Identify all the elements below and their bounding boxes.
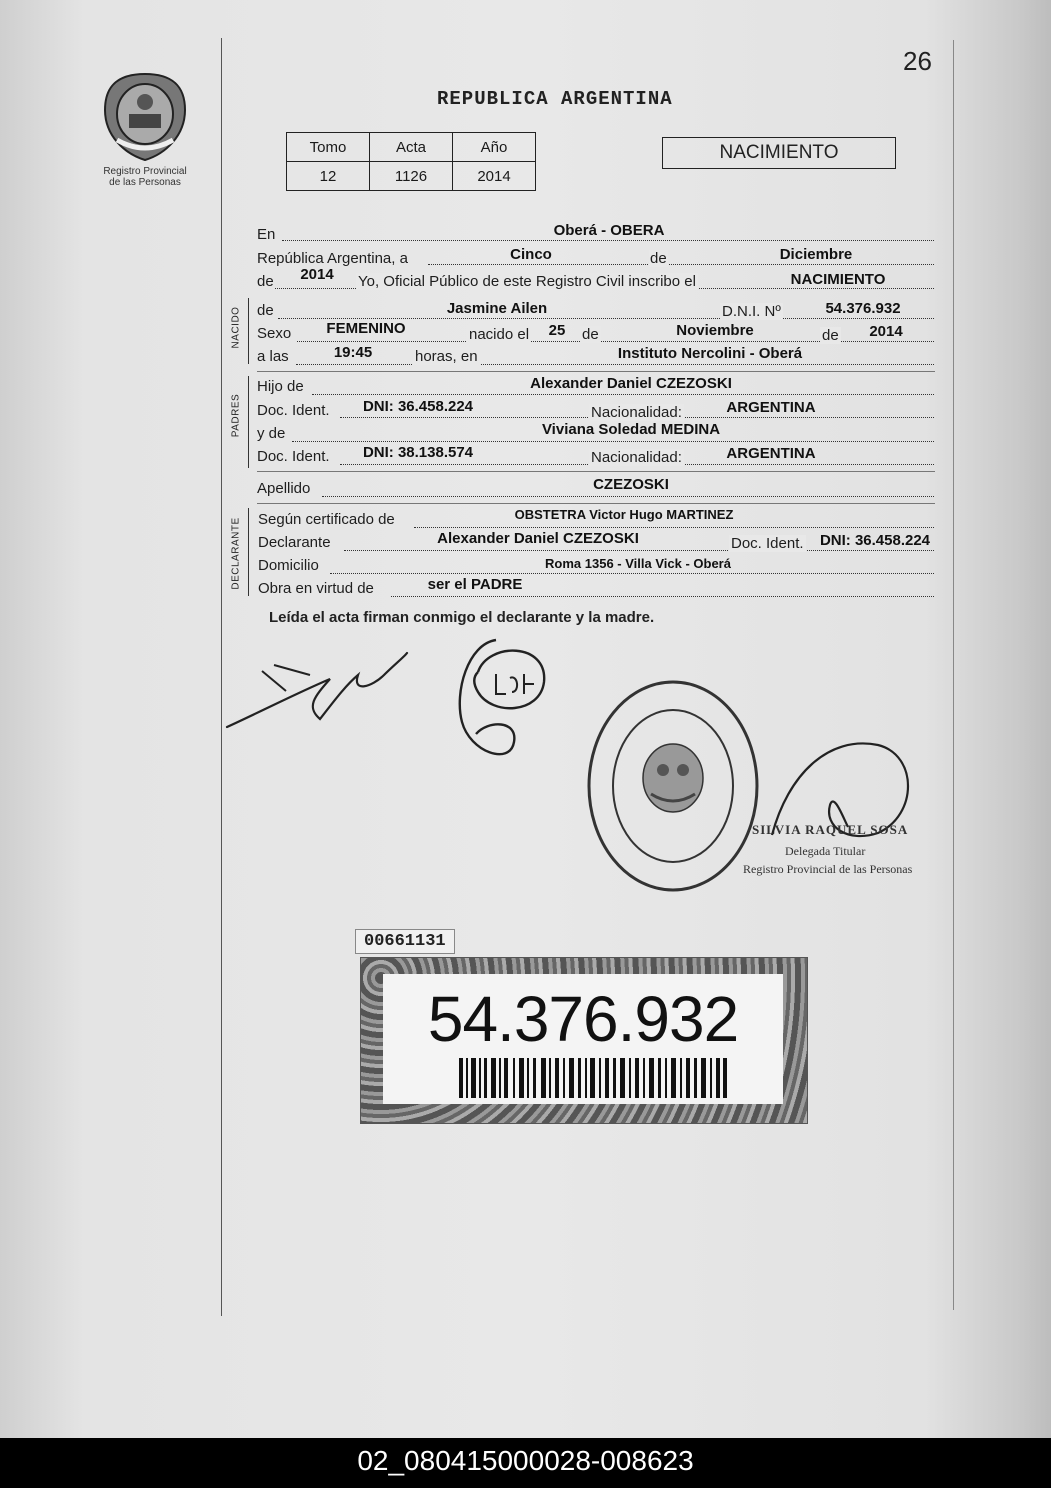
declarante-doc-value: DNI: 36.458.224 <box>819 532 931 549</box>
domicilio-label: Domicilio <box>258 557 319 574</box>
field-line <box>322 496 934 497</box>
cert-label: Según certificado de <box>258 511 395 528</box>
father-doc-value: DNI: 36.458.224 <box>362 398 474 415</box>
table-cell: 1126 <box>370 162 453 191</box>
field-line <box>292 441 934 442</box>
birth-place-value: Instituto Nercolini - Oberá <box>617 345 803 362</box>
record-type: NACIMIENTO <box>719 142 839 163</box>
scan-footer-bar <box>0 1438 1051 1488</box>
en-label: En <box>257 226 276 243</box>
section-label-declarante: DECLARANTE <box>230 517 242 590</box>
statement-text: Yo, Oficial Público de este Registro Civil inscribo el <box>358 273 696 290</box>
obra-label: Obra en virtud de <box>258 580 374 597</box>
de-label: de <box>822 327 839 344</box>
field-line <box>278 318 934 319</box>
declarant-signature-icon <box>222 645 417 735</box>
record-table <box>286 132 536 191</box>
mother-nationality-value: ARGENTINA <box>726 445 816 462</box>
logo-caption-line2: de las Personas <box>109 177 181 188</box>
record-value: NACIMIENTO <box>790 271 886 288</box>
doc-ident-label: Doc. Ident. <box>257 402 330 419</box>
section-divider <box>257 503 935 504</box>
page-number: 26 <box>903 46 932 76</box>
page-title: REPUBLICA ARGENTINA <box>437 88 673 110</box>
cert-value: OBSTETRA Victor Hugo MARTINEZ <box>514 507 734 522</box>
section-label-nacido: NACIDO <box>230 306 242 349</box>
declarante-value: Alexander Daniel CZEZOSKI <box>437 530 639 547</box>
official-seal-icon <box>583 676 763 896</box>
apellido-label: Apellido <box>257 480 311 497</box>
month-value: Diciembre <box>779 246 853 263</box>
coat-of-arms-icon <box>95 70 195 165</box>
hijo-label: Hijo de <box>257 378 304 395</box>
section-bracket <box>248 298 249 364</box>
field-line <box>296 364 934 365</box>
official-org: Registro Provincial de las Personas <box>743 862 913 876</box>
section-bracket <box>248 508 249 596</box>
mother-name-value: Viviana Soledad MEDINA <box>541 421 721 438</box>
table-header: Acta <box>370 133 453 162</box>
father-nationality-value: ARGENTINA <box>726 399 816 416</box>
table-cell: 2014 <box>453 162 536 191</box>
record-type-box <box>662 137 896 169</box>
table-cell: 12 <box>287 162 370 191</box>
section-label-padres: PADRES <box>230 393 242 438</box>
table-header: Año <box>453 133 536 162</box>
time-value: 19:45 <box>333 344 373 361</box>
right-margin-line <box>953 40 954 1310</box>
doc-ident-label: Doc. Ident. <box>731 535 804 552</box>
logo-caption-line1: Registro Provincial <box>103 166 187 177</box>
day-value: Cinco <box>510 246 552 263</box>
sticker-security-band <box>360 957 808 1124</box>
nacido-label: nacido el <box>469 326 530 343</box>
field-line <box>344 550 934 551</box>
mother-doc-value: DNI: 38.138.574 <box>362 444 474 461</box>
de-label: de <box>257 273 274 290</box>
declarante-label: Declarante <box>258 534 331 551</box>
domicilio-value: Roma 1356 - Villa Vick - Oberá <box>545 556 731 571</box>
field-line <box>391 596 934 597</box>
alas-label: a las <box>257 348 289 365</box>
republica-label: República Argentina, a <box>257 250 408 267</box>
birth-day-value: 25 <box>548 322 566 339</box>
sticker-label <box>383 974 783 1104</box>
de-label: de <box>257 302 274 319</box>
scan-id: 02_080415000028-008623 <box>357 1445 694 1476</box>
field-line <box>282 240 934 241</box>
horas-label: horas, en <box>415 348 478 365</box>
child-name-value: Jasmine Ailen <box>446 300 548 317</box>
province-logo <box>95 70 195 195</box>
apellido-value: CZEZOSKI <box>593 476 669 493</box>
place-value: Oberá - OBERA <box>553 222 665 239</box>
de-label: de <box>582 326 599 343</box>
sticker-number: 54.376.932 <box>427 983 739 1055</box>
field-line <box>414 527 934 528</box>
birth-year-value: 2014 <box>869 323 903 340</box>
dni-sticker <box>355 925 810 1125</box>
official-name: SILVIA RAQUEL SOSA <box>752 822 909 837</box>
barcode-icon <box>459 1058 727 1098</box>
sexo-label: Sexo <box>257 325 292 342</box>
dni-label: D.N.I. Nº <box>722 303 781 320</box>
mother-signature-icon <box>448 632 553 772</box>
nacionalidad-label: Nacionalidad: <box>591 404 682 421</box>
doc-ident-label: Doc. Ident. <box>257 448 330 465</box>
closing-statement: Leída el acta firman conmigo el declarante y la madre. <box>269 609 655 626</box>
field-line <box>312 394 934 395</box>
official-title: Delegada Titular <box>785 844 866 858</box>
table-header: Tomo <box>287 133 370 162</box>
nacionalidad-label: Nacionalidad: <box>591 449 682 466</box>
year-value: 2014 <box>300 266 334 283</box>
section-divider <box>257 371 935 372</box>
field-line <box>428 264 934 265</box>
sexo-value: FEMENINO <box>326 320 406 337</box>
section-divider <box>257 471 935 472</box>
yde-label: y de <box>257 425 286 442</box>
father-name-value: Alexander Daniel CZEZOSKI <box>530 375 732 392</box>
de-label: de <box>650 250 667 267</box>
section-bracket <box>248 376 249 468</box>
obra-value: ser el PADRE <box>427 576 523 593</box>
birth-month-value: Noviembre <box>676 322 754 339</box>
child-dni-value: 54.376.932 <box>825 300 901 317</box>
sticker-serial: 00661131 <box>355 929 455 954</box>
field-line <box>330 573 934 574</box>
